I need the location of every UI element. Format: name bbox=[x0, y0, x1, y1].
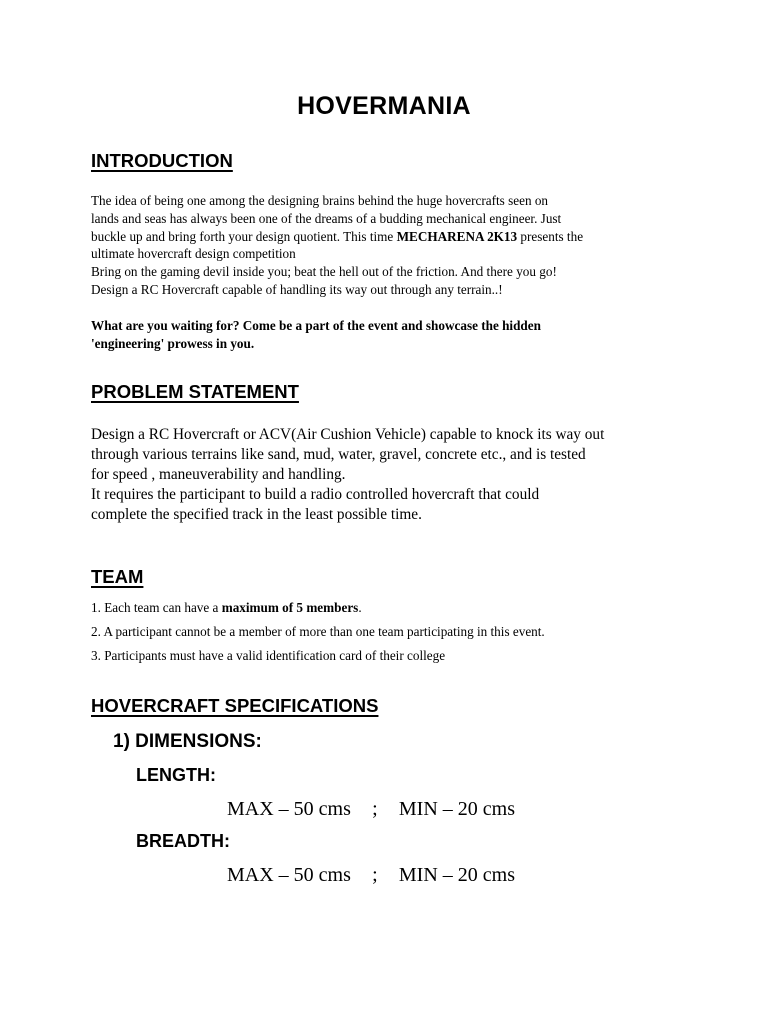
introduction-callout bbox=[91, 317, 691, 353]
specifications-heading: HOVERCRAFT SPECIFICATIONS bbox=[91, 695, 379, 716]
breadth-min: MIN – 20 cms bbox=[398, 864, 515, 886]
length-measurements bbox=[227, 798, 515, 821]
breadth-measurements bbox=[227, 864, 515, 887]
event-name: MECHARENA 2K13 bbox=[396, 228, 518, 244]
length-label: LENGTH: bbox=[136, 765, 216, 785]
max-members: maximum of 5 members bbox=[221, 600, 359, 615]
breadth-separator: ; bbox=[372, 864, 378, 886]
callout-line: What are you waiting for? Come be a part of the event and showcase the hidden bbox=[91, 318, 541, 333]
team-rules-list bbox=[91, 599, 711, 671]
length-max: MAX – 50 cms bbox=[227, 798, 351, 820]
problem-line: It requires the participant to build a radio controlled hovercraft that could bbox=[91, 486, 540, 503]
breadth-label: BREADTH: bbox=[136, 831, 230, 851]
introduction-heading: INTRODUCTION bbox=[91, 150, 233, 171]
introduction-paragraph bbox=[91, 192, 691, 299]
team-heading: TEAM bbox=[91, 566, 144, 587]
callout-line: 'engineering' prowess in you. bbox=[91, 335, 255, 351]
document-title: HOVERMANIA bbox=[297, 92, 471, 120]
intro-line: Design a RC Hovercraft capable of handling its way out through any terrain..! bbox=[91, 281, 503, 297]
dimensions-title: 1) DIMENSIONS: bbox=[113, 731, 262, 752]
problem-statement-paragraph bbox=[91, 425, 691, 525]
intro-line: buckle up and bring forth your design quotient. This time MECHARENA 2K13 presents the bbox=[91, 228, 584, 244]
intro-line: ultimate hovercraft design competition bbox=[91, 246, 296, 262]
intro-line: lands and seas has always been one of the dreams of a budding mechanical engineer. Just bbox=[91, 210, 562, 226]
problem-line: through various terrains like sand, mud, water, gravel, concrete etc., and is tested bbox=[91, 446, 586, 463]
team-rule: 1. Each team can have a maximum of 5 members. bbox=[91, 600, 362, 615]
length-min: MIN – 20 cms bbox=[398, 798, 515, 820]
length-separator: ; bbox=[372, 798, 378, 820]
team-rule: 3. Participants must have a valid identification card of their college bbox=[91, 648, 446, 663]
team-rule: 2. A participant cannot be a member of more than one team participating in this event. bbox=[91, 624, 545, 639]
problem-line: for speed , maneuverability and handling. bbox=[91, 466, 346, 483]
problem-line: complete the specified track in the least possible time. bbox=[91, 506, 422, 523]
breadth-max: MAX – 50 cms bbox=[227, 864, 351, 886]
problem-line: Design a RC Hovercraft or ACV(Air Cushion Vehicle) capable to knock its way out bbox=[91, 426, 605, 443]
problem-statement-heading: PROBLEM STATEMENT bbox=[91, 381, 299, 402]
intro-line: Bring on the gaming devil inside you; beat the hell out of the friction. And there you go! bbox=[91, 264, 557, 280]
intro-line: The idea of being one among the designing brains behind the huge hovercrafts seen on bbox=[91, 193, 549, 208]
